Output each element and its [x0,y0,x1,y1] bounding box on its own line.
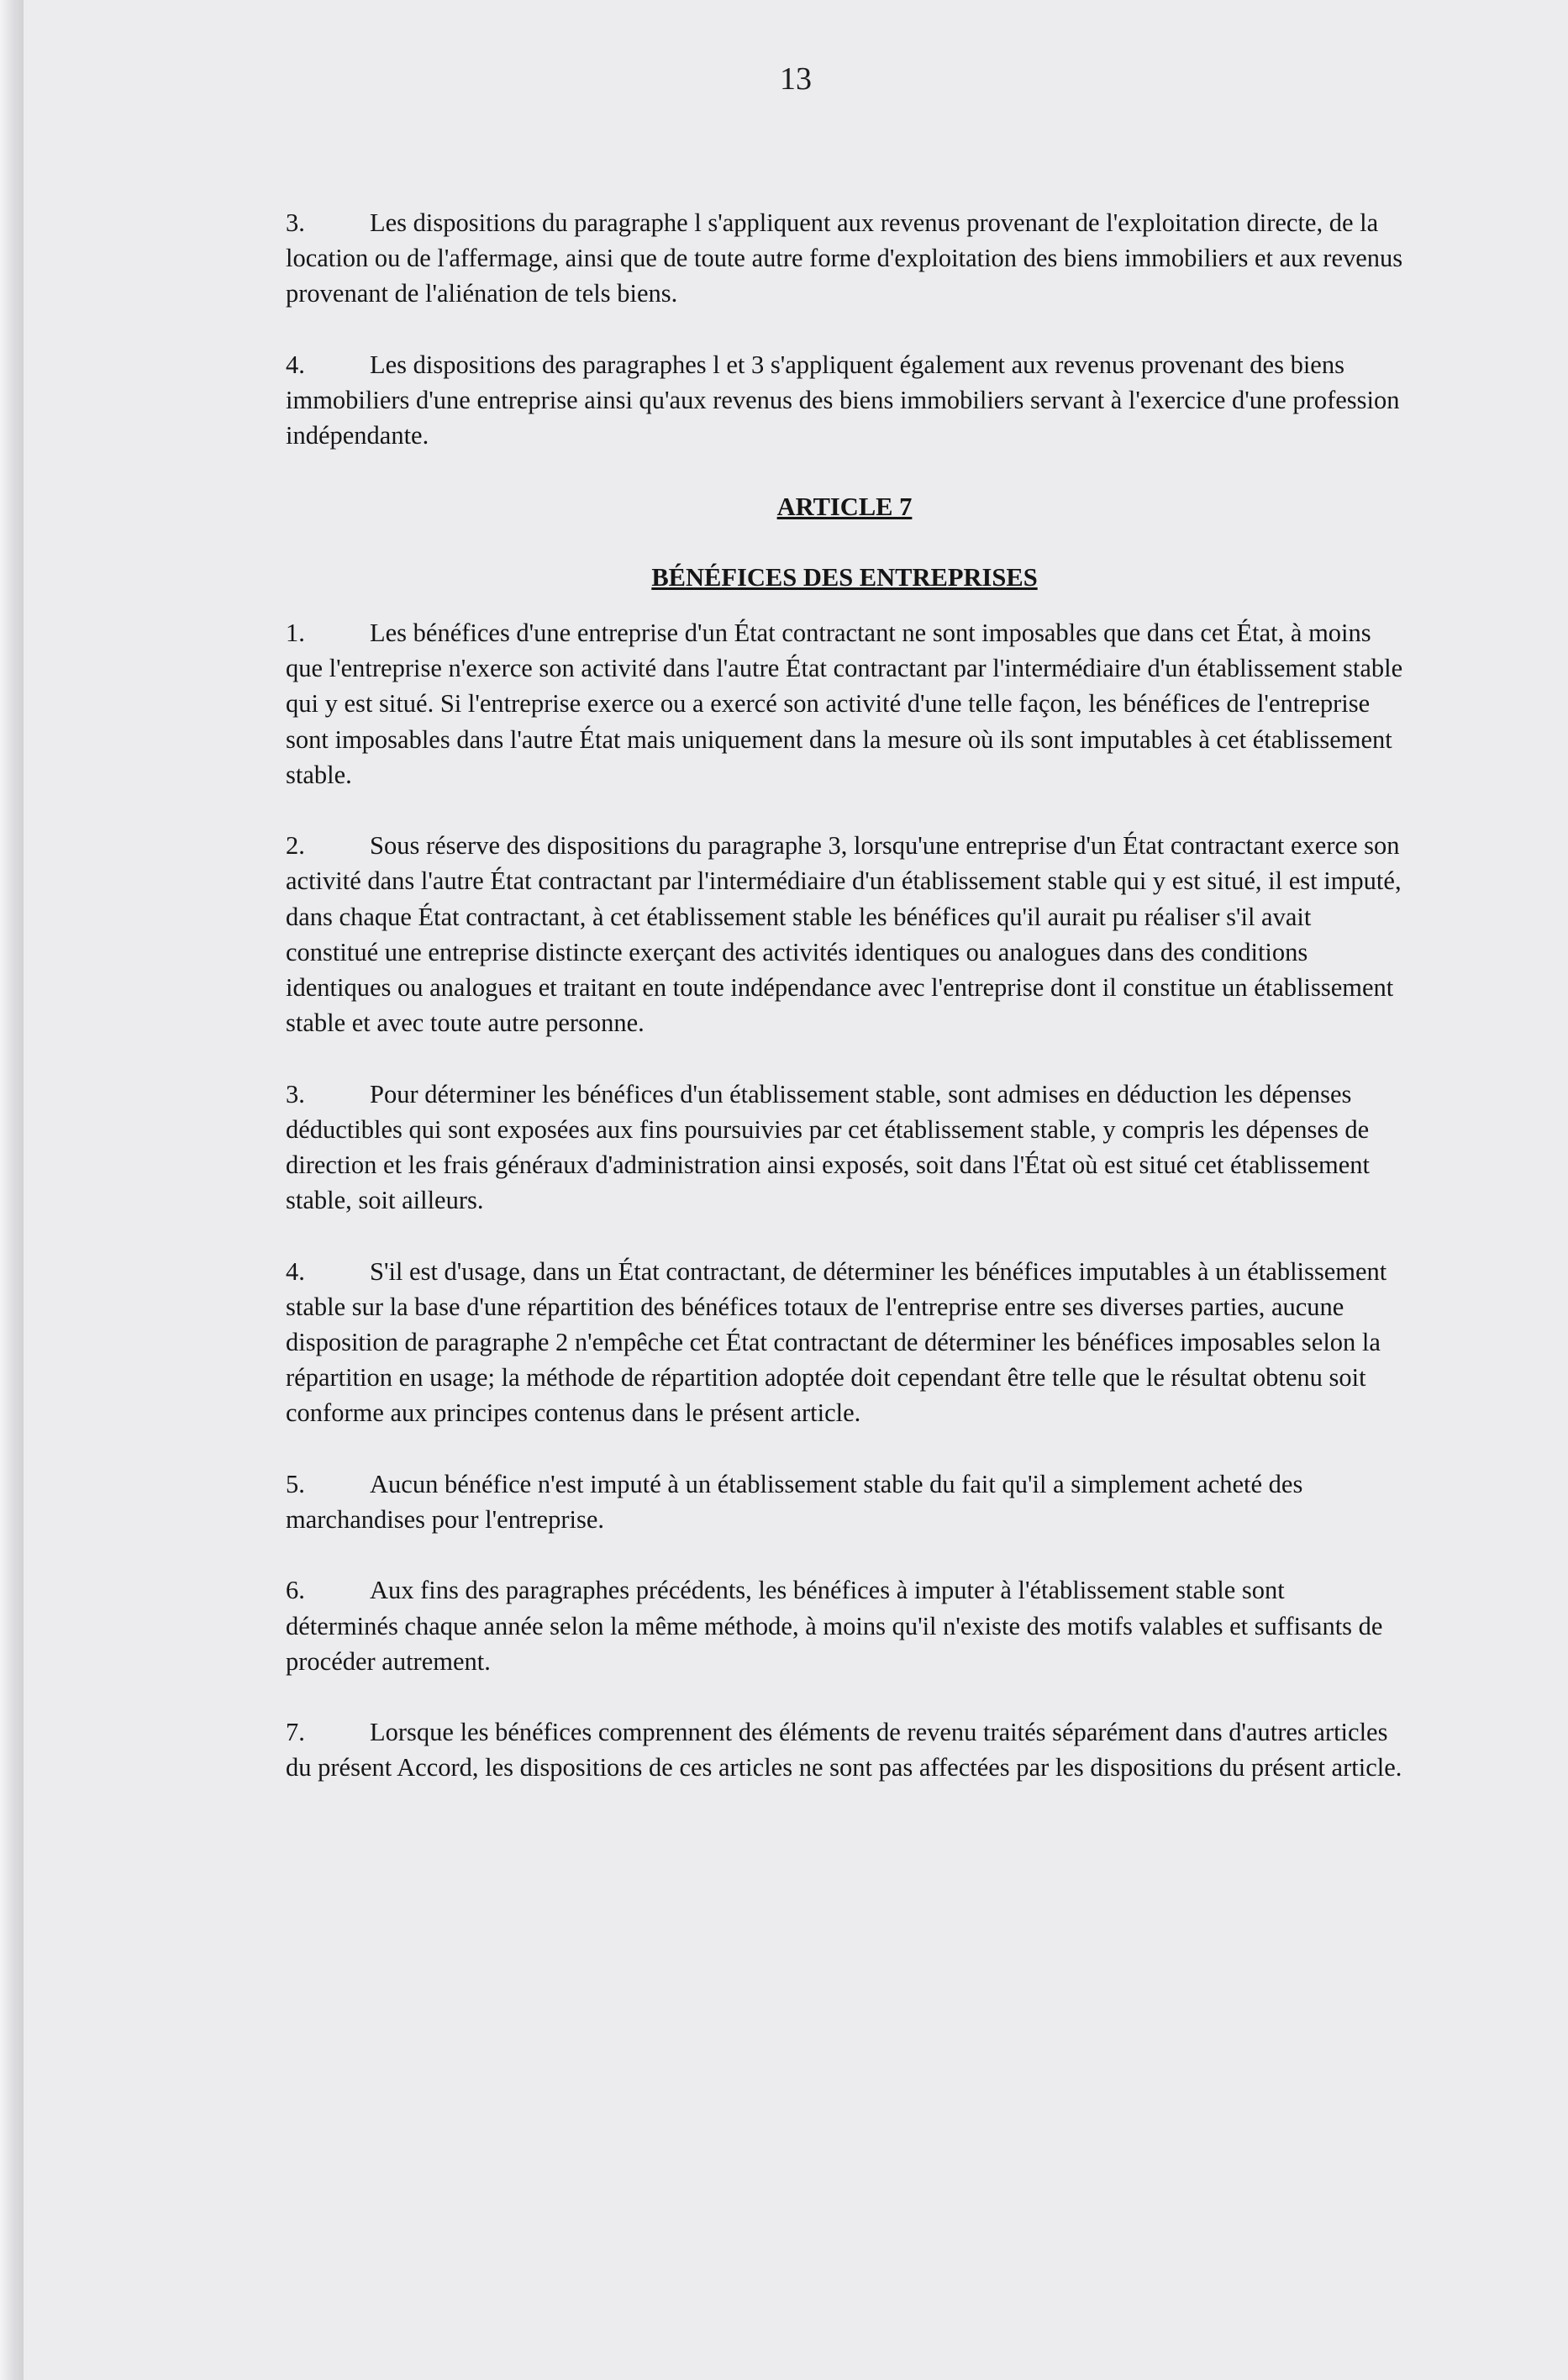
article-paragraph-3 [286,1077,1403,1219]
article-heading: ARTICLE 7 [776,492,913,521]
paragraph-4 [286,347,1403,454]
page-number: 13 [780,61,812,97]
article-paragraph-5 [286,1466,1403,1537]
paragraph-text: Aux fins des paragraphes précédents, les bénéfices à imputer à l'établissement stable sont déterminés chaque année selon la même méthode, à moins qu'il n'existe des motifs valables et suffisants de procéder autrement. [286,1576,1383,1676]
paragraph-text: Les bénéfices d'une entreprise d'un État contractant ne sont imposables que dans cet État, à moins que l'entreprise n'exerce son activité dans l'autre État contractant par l'intermédiaire d'un établissement stable qui y est situé. Si l'entreprise exerce ou a exercé son activité d'une telle façon, les bénéfices de l'entreprise sont imposables dans l'autre État mais uniquement dans la mesure où ils sont imputables à cet établissement stable. [286,619,1403,789]
paragraph-text: Lorsque les bénéfices comprennent des éléments de revenu traités séparément dans d'autres articles du présent Accord, les dispositions de ces articles ne sont pas affectées par les dispositions du présent article. [286,1718,1402,1782]
paragraph-text: Aucun bénéfice n'est imputé à un établissement stable du fait qu'il a simplement acheté des marchandises pour l'entreprise. [286,1469,1303,1535]
paragraph-number: 3. [286,208,305,237]
paragraph-number: 3. [286,1079,305,1108]
paragraph-text: Sous réserve des dispositions du paragraphe 3, lorsqu'une entreprise d'un État contractant exerce son activité dans l'autre État contractant par l'intermédiaire d'un établissement stable qui y est situé, il est imputé, dans chaque État contractant, à cet établissement stable les bénéfices qu'il aurait pu réaliser s'il avait constitué une entreprise distincte exerçant des activités identiques ou analogues dans des conditions identiques ou analogues et traitant en toute indépendance avec l'entreprise dont il constitue un établissement stable et avec toute autre personne. [286,831,1402,1038]
article-title: BÉNÉFICES DES ENTREPRISES [651,562,1038,592]
paragraph-text: S'il est d'usage, dans un État contractant, de déterminer les bénéfices imputables à un établissement stable sur la base d'une répartition des bénéfices totaux de l'entreprise entre ses diverses parties, aucune disposition de paragraphe 2 n'empêche cet État contractant de déterminer les bénéfices imposables selon la répartition en usage; la méthode de répartition adoptée doit cependant être telle que le résultat obtenu soit conforme aux principes contenus dans le présent article. [286,1256,1387,1428]
paragraph-number: 1. [286,619,305,647]
paragraph-3 [286,205,1403,312]
document-body [286,205,1403,1821]
article-paragraph-6 [286,1572,1403,1679]
paragraph-number: 6. [286,1576,305,1605]
article-paragraph-1 [286,615,1403,792]
paragraph-number: 5. [286,1469,305,1498]
paragraph-number: 2. [286,831,305,861]
paragraph-number: 7. [286,1718,305,1747]
paragraph-text: Les dispositions des paragraphes l et 3 s'appliquent également aux revenus provenant des biens immobiliers d'une entreprise ainsi qu'aux revenus des biens immobiliers servant à l'exercice d'une profession indépendante. [286,350,1400,450]
paragraph-text: Pour déterminer les bénéfices d'un établissement stable, sont admises en déduction les dépenses déductibles qui sont exposées aux fins poursuivies par cet établissement stable, y compris les dépenses de direction et les frais généraux d'administration ainsi exposés, soit dans l'État où est situé cet établissement stable, soit ailleurs. [286,1079,1370,1215]
article-paragraph-2 [286,828,1403,1040]
page-edge [0,0,24,2380]
paragraph-text: Les dispositions du paragraphe l s'appliquent aux revenus provenant de l'exploitation directe, de la location ou de l'affermage, ainsi que de toute autre forme d'exploitation des biens immobiliers et aux revenus provenant de l'aliénation de tels biens. [286,208,1403,308]
paragraph-number: 4. [286,1256,305,1286]
paragraph-number: 4. [286,350,305,379]
article-paragraph-7 [286,1714,1403,1785]
document-page [24,0,1568,2380]
article-paragraph-4 [286,1254,1403,1431]
